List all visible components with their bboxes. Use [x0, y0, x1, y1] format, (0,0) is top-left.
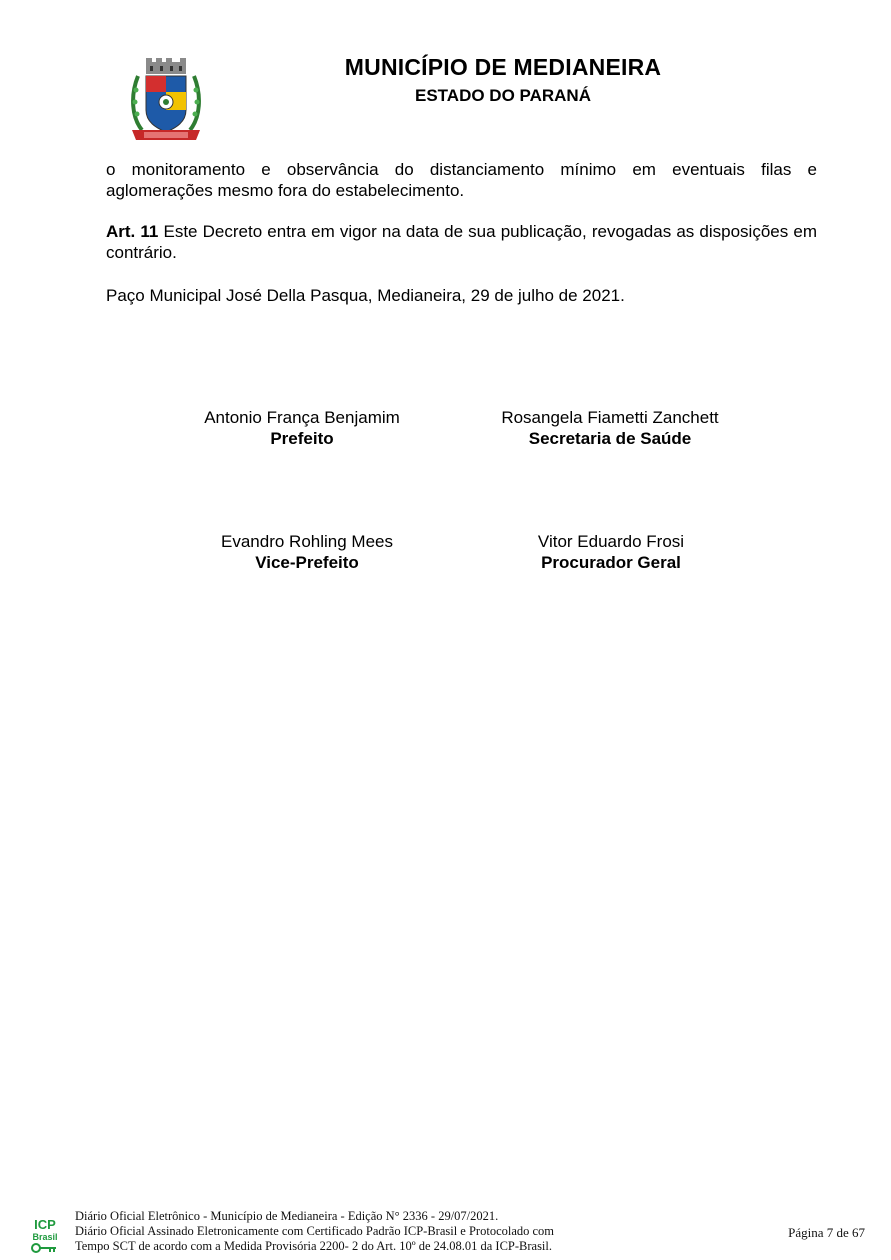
signature-block: [468, 407, 752, 449]
paragraph: [106, 159, 817, 201]
icp-brasil-logo-icon: [28, 1216, 62, 1254]
signer-name: Vitor Eduardo Frosi: [537, 532, 685, 551]
closing-line: Paço Municipal José Della Pasqua, Medianeira, 29 de julho de 2021.: [106, 286, 625, 305]
signer-name: Evandro Rohling Mees: [221, 532, 393, 551]
signer-name: Antonio França Benjamim: [204, 408, 400, 427]
footer-line: Diário Oficial Eletrônico - Município de Medianeira - Edição N° 2336 - 29/07/2021.: [75, 1209, 499, 1223]
signature-block: [190, 531, 424, 573]
municipal-crest-icon: [128, 56, 204, 144]
article-11: [106, 221, 817, 263]
page-subtitle: ESTADO DO PARANÁ: [415, 86, 591, 105]
signer-role: Procurador Geral: [541, 553, 681, 572]
page-title: MUNICÍPIO DE MEDIANEIRA: [344, 54, 662, 80]
paragraph-line: o monitoramento e observância do distanciamento mínimo em eventuais filas e: [106, 160, 817, 179]
svg-text:ICP: ICP: [34, 1217, 56, 1232]
article-text: Este Decreto entra em vigor na data de sua publicação, revogadas as disposições em contrário.: [106, 222, 817, 262]
article-label: Art. 11: [106, 222, 159, 241]
paragraph-line: aglomerações mesmo fora do estabelecimento.: [106, 181, 465, 200]
page-number: Página 7 de 67: [788, 1225, 865, 1240]
footer-line: Tempo SCT de acordo com a Medida Provisória 2200- 2 do Art. 10º de 24.08.01 da ICP-Brasil.: [75, 1239, 553, 1253]
footer-line: Diário Oficial Assinado Eletronicamente com Certificado Padrão ICP-Brasil e Protocolado com: [75, 1224, 555, 1238]
signature-block: [488, 531, 734, 573]
signer-name: Rosangela Fiametti Zanchett: [501, 408, 719, 427]
signer-role: Vice-Prefeito: [255, 553, 359, 572]
signature-block: [180, 407, 424, 449]
signer-role: Prefeito: [270, 429, 334, 448]
signer-role: Secretaria de Saúde: [528, 429, 692, 448]
footer-text: [75, 1209, 554, 1254]
svg-text:Brasil: Brasil: [32, 1232, 58, 1242]
